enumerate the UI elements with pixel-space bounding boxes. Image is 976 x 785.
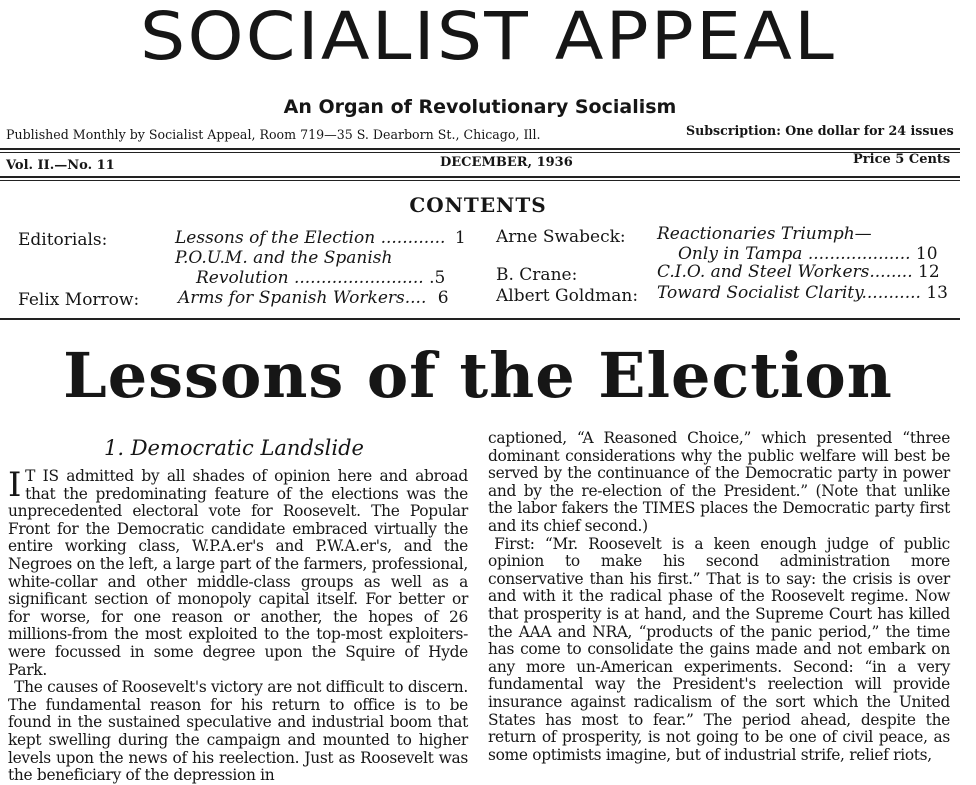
article-column-left <box>8 465 468 785</box>
volume-number: Vol. II.—No. 11 <box>6 158 115 173</box>
toc-page: 13 <box>926 283 948 303</box>
masthead-rule-top <box>0 148 960 150</box>
toc-title: Toward Socialist Clarity........... <box>657 283 921 303</box>
toc-entry-cio <box>657 262 940 282</box>
toc-page: 6 <box>437 288 449 308</box>
masthead-rule-bottom-thin <box>0 180 960 181</box>
toc-title: C.I.O. and Steel Workers........ <box>657 262 913 282</box>
subscription-info: Subscription: One dollar for 24 issues <box>686 123 954 138</box>
toc-entry-reactionaries-line2 <box>678 244 938 264</box>
toc-title: Lessons of the Election <box>175 228 376 248</box>
paragraph-text: T IS admitted by all shades of opinion here and abroad that the predominating feature of the elections was the unprecedented electoral vote for Roosevelt. The Popular Front for the Democratic candidate embraced virtually the entire working class, W.P.A.er's and P.W.A.er's, and the Negroes on the left, a large part of the farmers, professional, white-collar and other middle-class groups as well as a significant section of monopoly capital itself. For better or for worse, for one reason or another, the hopes of 26 millions-from the most exploited to the top-most exploiters-were focussed in some degree upon the Squire of Hyde Park. <box>8 467 468 679</box>
contents-heading: CONTENTS <box>409 193 547 217</box>
article-paragraph: The causes of Roosevelt's victory are not difficult to discern. The fundamental reason for his return to office is to be found in the sustained speculative and industrial boom that kept swelling during the campaign and mounted to higher levels upon the news of his reelection. Just as Roosevelt was the beneficiary of the depression in <box>8 678 468 785</box>
toc-author-crane: B. Crane: <box>496 265 578 285</box>
toc-entry-reactionaries-line1: Reactionaries Triumph— <box>657 224 872 244</box>
toc-title: Revolution <box>196 268 289 288</box>
toc-author-swabeck: Arne Swabeck: <box>496 227 626 247</box>
toc-author-goldman: Albert Goldman: <box>496 286 639 306</box>
toc-entry-poum-line2 <box>196 268 445 288</box>
toc-page: 12 <box>918 262 940 282</box>
article-headline: Lessons of the Election <box>63 339 893 412</box>
toc-title: Only in Tampa <box>678 244 803 264</box>
toc-page: .5 <box>429 268 446 288</box>
toc-dots: ........................ <box>293 268 424 288</box>
toc-dots: ............ <box>380 228 446 248</box>
masthead-subtitle: An Organ of Revolutionary Socialism <box>283 96 677 118</box>
publication-info: Published Monthly by Socialist Appeal, Room 719—35 S. Dearborn St., Chicago, Ill. <box>6 127 541 142</box>
masthead-title: SOCIALIST APPEAL <box>140 0 836 75</box>
toc-author-morrow: Felix Morrow: <box>18 290 140 310</box>
toc-entry-lessons <box>175 228 466 248</box>
issue-price: Price 5 Cents <box>853 152 951 167</box>
section-title: 1. Democratic Landslide <box>104 436 364 460</box>
drop-cap: I <box>8 465 22 505</box>
article-paragraph: First: “Mr. Roosevelt is a keen enough judge of public opinion to make his second administration more conservative than his first.” That is to say: the crisis is over and with it the radical phase of the Roosevelt regime. Now that prosperity is at hand, and the Supreme Court has killed the AAA and NRA, “products of the panic period,” the time has come to consolidate the gains made and not embark on any more un-American experiments. Second: “in a very fundamental way the President's reelection will provide insurance against radicalism of the sort which the United States has most to fear.” The period ahead, despite the return of prosperity, is not going to be one of civil peace, as some optimists imagine, but of industrial strife, relief riots, <box>488 534 950 764</box>
article-column-right <box>488 430 950 764</box>
masthead-rule-top-thin <box>0 152 960 153</box>
toc-page: 1 <box>454 228 466 248</box>
toc-entry-arms <box>178 288 449 308</box>
toc-dots: ................... <box>807 244 911 264</box>
toc-author-editorials: Editorials: <box>18 230 108 250</box>
article-paragraph: captioned, “A Reasoned Choice,” which presented “three dominant considerations why the public welfare will best be served by the continuance of the Democratic party in power and by the re-election of the President.” (Note that unlike the labor fakers the TIMES places the Democratic party first and its chief second.) <box>488 429 950 535</box>
issue-date: DECEMBER, 1936 <box>440 155 573 170</box>
toc-entry-poum-line1: P.O.U.M. and the Spanish <box>175 248 393 268</box>
toc-page: 10 <box>915 244 938 264</box>
toc-entry-clarity <box>657 283 948 303</box>
masthead-rule-bottom <box>0 176 960 178</box>
contents-rule <box>0 318 960 320</box>
toc-title: Arms for Spanish Workers.... <box>178 288 427 308</box>
article-paragraph <box>8 465 468 679</box>
